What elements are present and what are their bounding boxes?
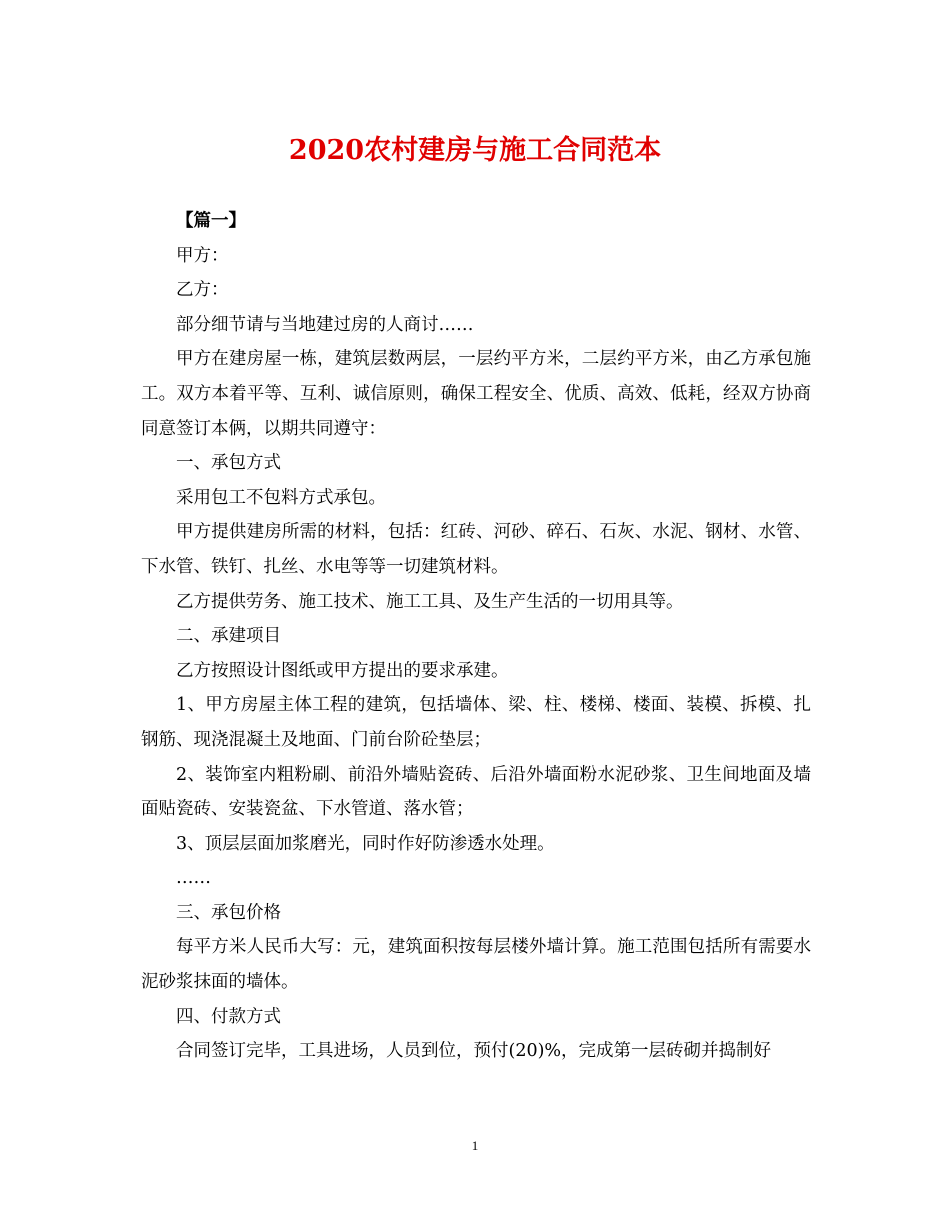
section-tag: 【篇一】 bbox=[176, 211, 246, 231]
heading-price: 三、承包价格 bbox=[176, 902, 281, 923]
heading-payment: 四、付款方式 bbox=[176, 1006, 281, 1027]
paragraph-price: 每平方米人民币大写：元，建筑面积按每层楼外墙计算。施工范围包括所有需要水泥砂浆抹面的墙体。 bbox=[141, 937, 811, 993]
item-3: 3、顶层层面加浆磨光，同时作好防渗透水处理。 bbox=[176, 833, 555, 854]
paragraph-project: 乙方按照设计图纸或甲方提出的要求承建。 bbox=[176, 660, 509, 681]
party-a-line: 甲方： bbox=[176, 245, 229, 266]
paragraph-payment: 合同签订完毕，工具进场，人员到位，预付(20)%，完成第一层砖砌并捣制好 bbox=[176, 1041, 772, 1062]
item-2: 2、装饰室内粗粉刷、前沿外墙贴瓷砖、后沿外墙面粉水泥砂浆、卫生间地面及墙面贴瓷砖、安装瓷盆、下水管道、落水管； bbox=[141, 764, 811, 820]
heading-contract-method: 一、承包方式 bbox=[176, 453, 281, 474]
ellipsis-line: …… bbox=[176, 868, 211, 889]
note-paragraph: 部分细节请与当地建过房的人商讨…… bbox=[176, 314, 474, 335]
paragraph-contract-method: 采用包工不包料方式承包。 bbox=[176, 487, 386, 508]
item-1: 1、甲方房屋主体工程的建筑，包括墙体、梁、柱、楼梯、楼面、装模、拆模、扎钢筋、现浇混凝土及地面、门前台阶砼垫层； bbox=[141, 695, 811, 750]
paragraph-labor: 乙方提供劳务、施工技术、施工工具、及生产生活的一切用具等。 bbox=[176, 591, 684, 612]
paragraph-materials: 甲方提供建房所需的材料，包括：红砖、河砂、碎石、石灰、水泥、钢材、水管、下水管、铁钉、扎丝、水电等等一切建筑材料。 bbox=[141, 522, 811, 577]
intro-paragraph: 甲方在建房屋一栋，建筑层数两层，一层约平方米，二层约平方米，由乙方承包施工。双方本着平等、互利、诚信原则，确保工程安全、优质、高效、低耗，经双方协商同意签订本俩，以期共同遵守： bbox=[141, 349, 811, 439]
party-b-line: 乙方： bbox=[176, 280, 229, 301]
document-title: 2020农村建房与施工合同范本 bbox=[288, 135, 662, 166]
heading-project: 二、承建项目 bbox=[176, 626, 281, 647]
document-body bbox=[141, 204, 811, 1069]
page-number: 1 bbox=[471, 1138, 479, 1153]
